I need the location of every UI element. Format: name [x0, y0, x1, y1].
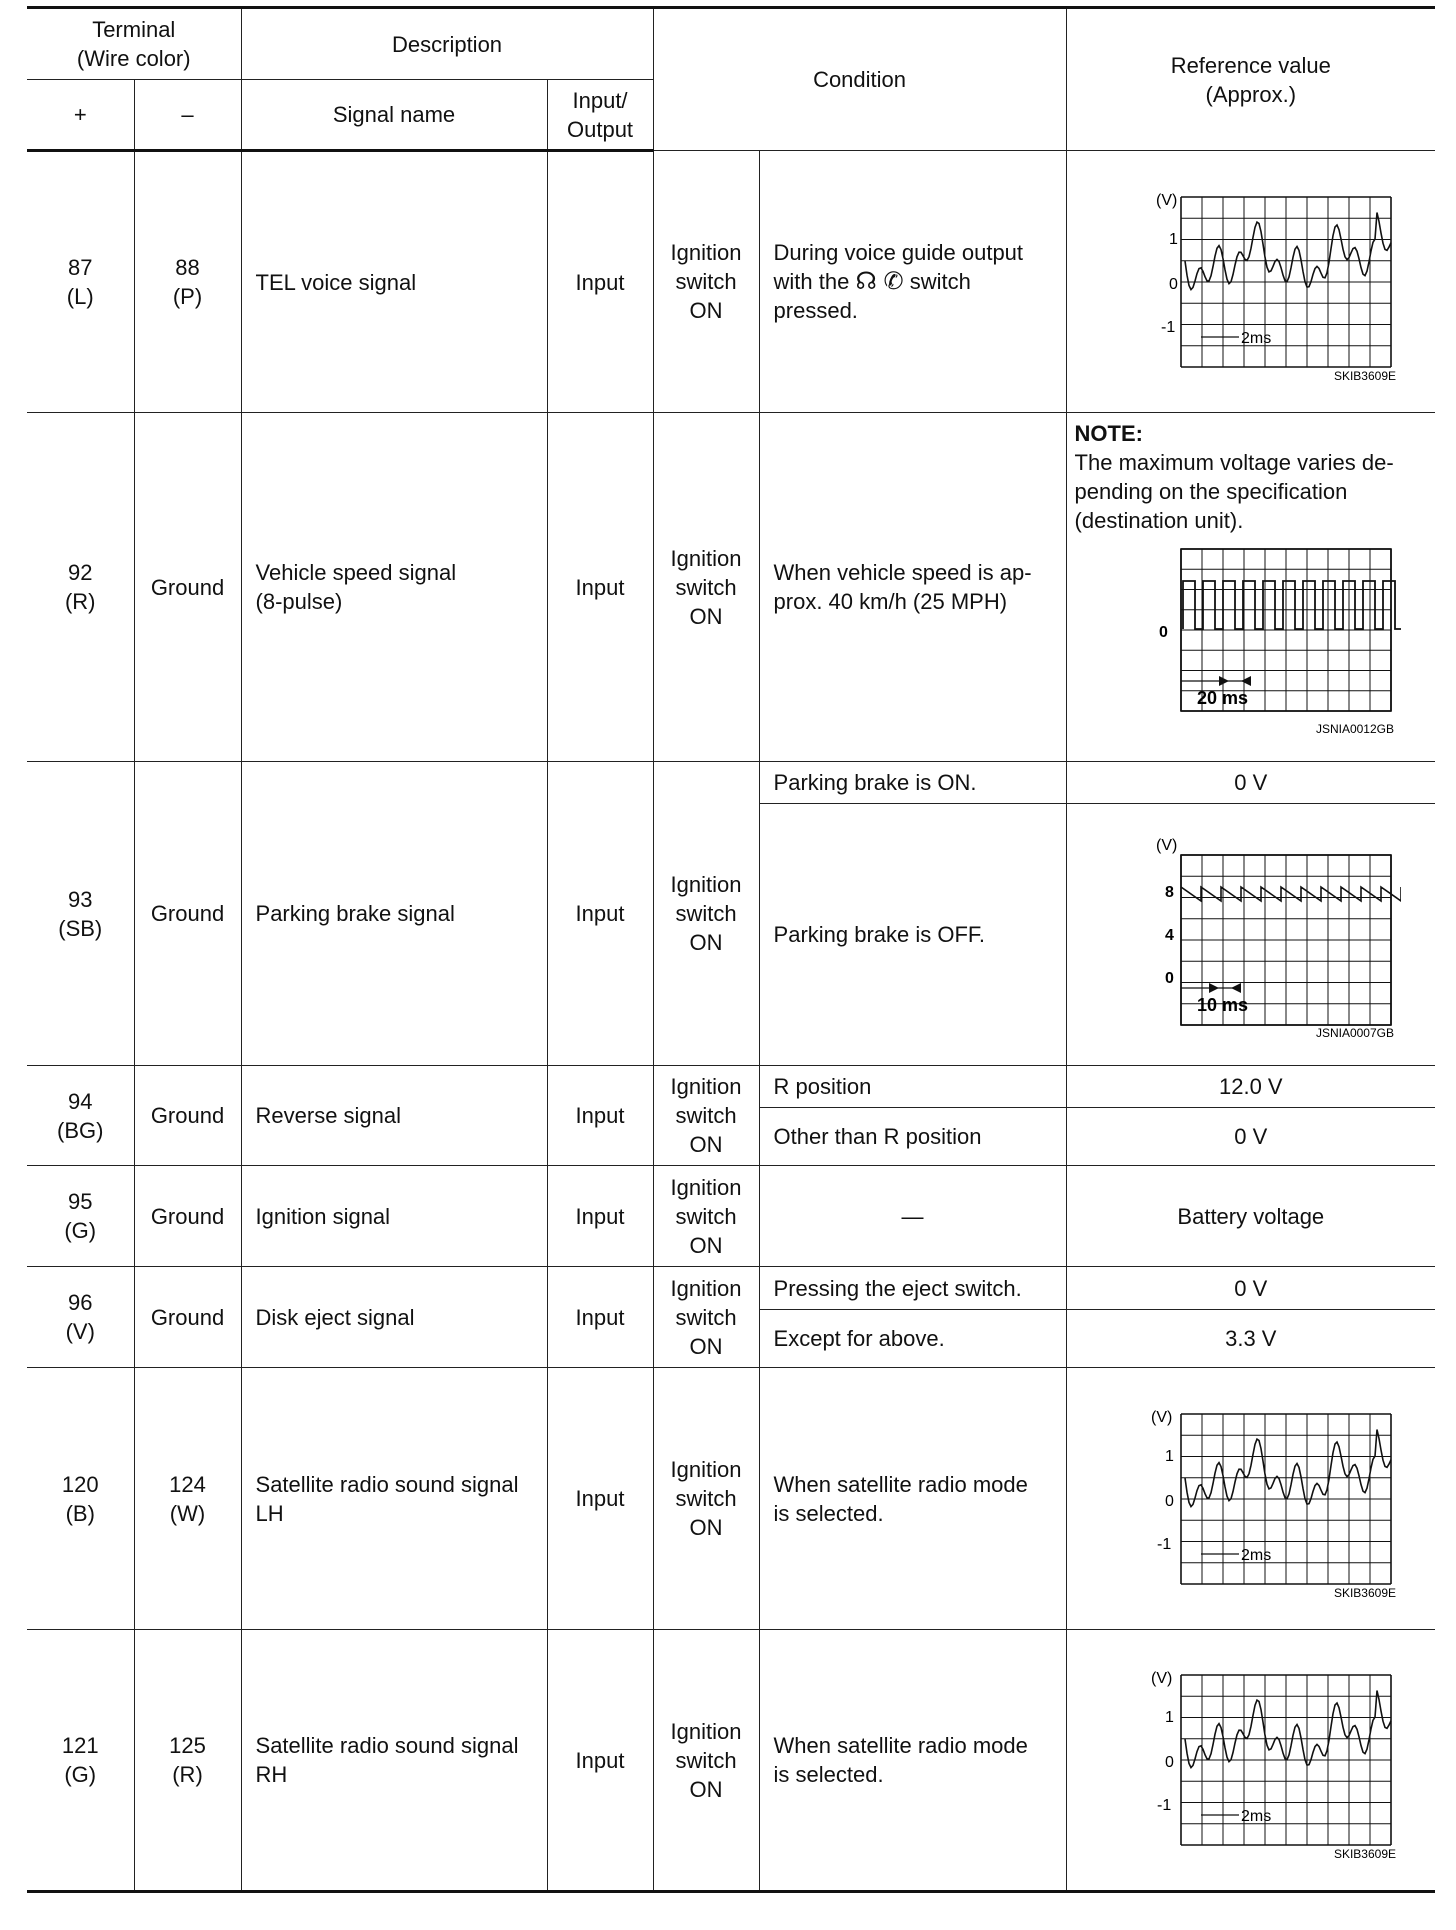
- svg-text:0: 0: [1164, 969, 1174, 987]
- minus-header: –: [134, 80, 241, 151]
- table-row: 95 (G) Ground Ignition signal Input Ignition switch ON — Battery voltage: [27, 1166, 1435, 1267]
- io-header: Input/ Output: [547, 80, 653, 151]
- svg-text:1: 1: [1164, 1447, 1174, 1465]
- svg-text:(V): (V): [1155, 191, 1178, 209]
- reference-header: Reference value (Approx.): [1066, 8, 1435, 151]
- svg-text:-1: -1: [1160, 318, 1176, 336]
- table-row: Except for above. 3.3 V: [27, 1310, 1435, 1368]
- table-row: 94 (BG) Ground Reverse signal Input Ignition switch ON R position 12.0 V: [27, 1066, 1435, 1108]
- svg-text:SKIB3609E: SKIB3609E: [1333, 368, 1396, 383]
- signal-name-header: Signal name: [241, 80, 547, 151]
- condition-header: Condition: [653, 8, 1066, 151]
- table-row: 121 (G) 125 (R) Satellite radio sound signal RH Input Ignition switch ON When satellite radio mode is selected. (V) 1 0 -1 2ms SKIB3609E: [27, 1630, 1435, 1892]
- svg-text:JSNIA0007GB: JSNIA0007GB: [1315, 1025, 1394, 1040]
- terminal-header: Terminal (Wire color): [27, 8, 241, 80]
- terminal-table: [27, 6, 1435, 1893]
- svg-text:-1: -1: [1156, 1797, 1172, 1814]
- svg-text:2ms: 2ms: [1240, 1808, 1272, 1825]
- svg-text:SKIB3609E: SKIB3609E: [1333, 1847, 1396, 1861]
- svg-text:10 ms: 10 ms: [1196, 994, 1248, 1015]
- table-row: Parking brake is OFF. (V) 8 4 0 10 ms JSNIA0007GB: [27, 804, 1435, 1066]
- table-row: 120 (B) 124 (W) Satellite radio sound signal LH Input Ignition switch ON When satellite radio mode is selected. (V) 1 0 -1 2ms SKIB3609E: [27, 1368, 1435, 1630]
- table-row: 96 (V) Ground Disk eject signal Input Ignition switch ON Pressing the eject switch. 0 V: [27, 1267, 1435, 1310]
- table-row: 87 (L) 88 (P) TEL voice signal Input Ignition switch ON During voice guide output with the ☊ ✆ switch pressed. (V) 1 0 -1 2ms SKIB3609E: [27, 151, 1435, 413]
- parking-brake-waveform: [1101, 825, 1401, 1045]
- svg-text:(V): (V): [1155, 836, 1178, 854]
- svg-text:(V): (V): [1150, 1670, 1173, 1687]
- svg-text:1: 1: [1164, 1709, 1174, 1726]
- description-header: Description: [241, 8, 653, 80]
- voice-phone-icon: ☊ ✆: [855, 268, 904, 295]
- svg-text:(V): (V): [1150, 1408, 1173, 1426]
- tel-voice-waveform: [1101, 177, 1401, 387]
- svg-text:1: 1: [1168, 230, 1178, 248]
- table-row: Other than R position 0 V: [27, 1108, 1435, 1166]
- svg-text:2ms: 2ms: [1240, 1546, 1272, 1564]
- table-row: 92 (R) Ground Vehicle speed signal (8-pulse) Input Ignition switch ON When vehicle speed is ap- prox. 40 km/h (25 MPH) NOTE: The maximum voltage varies de- pending on the specification (destination unit). 0 20 ms JSNIA0012GB: [27, 413, 1435, 762]
- satellite-rh-waveform: [1101, 1655, 1401, 1865]
- svg-text:SKIB3609E: SKIB3609E: [1333, 1585, 1396, 1600]
- svg-text:2ms: 2ms: [1240, 329, 1272, 347]
- svg-text:-1: -1: [1156, 1535, 1172, 1553]
- svg-text:0: 0: [1158, 624, 1168, 641]
- note-block: NOTE: The maximum voltage varies de- pending on the specification (destination unit).: [1074, 421, 1394, 533]
- svg-text:8: 8: [1164, 883, 1174, 901]
- svg-text:4: 4: [1164, 926, 1174, 944]
- svg-text:0: 0: [1168, 275, 1178, 293]
- waveform-cell: [1066, 151, 1435, 413]
- svg-text:20 ms: 20 ms: [1196, 688, 1248, 708]
- svg-text:0: 0: [1164, 1492, 1174, 1510]
- plus-header: +: [27, 80, 134, 151]
- svg-text:0: 0: [1164, 1754, 1174, 1771]
- table-row: 93 (SB) Ground Parking brake signal Input Ignition switch ON Parking brake is ON. 0 V: [27, 762, 1435, 804]
- satellite-lh-waveform: [1101, 1394, 1401, 1604]
- vehicle-speed-waveform: [1101, 541, 1401, 741]
- svg-text:JSNIA0012GB: JSNIA0012GB: [1315, 722, 1394, 736]
